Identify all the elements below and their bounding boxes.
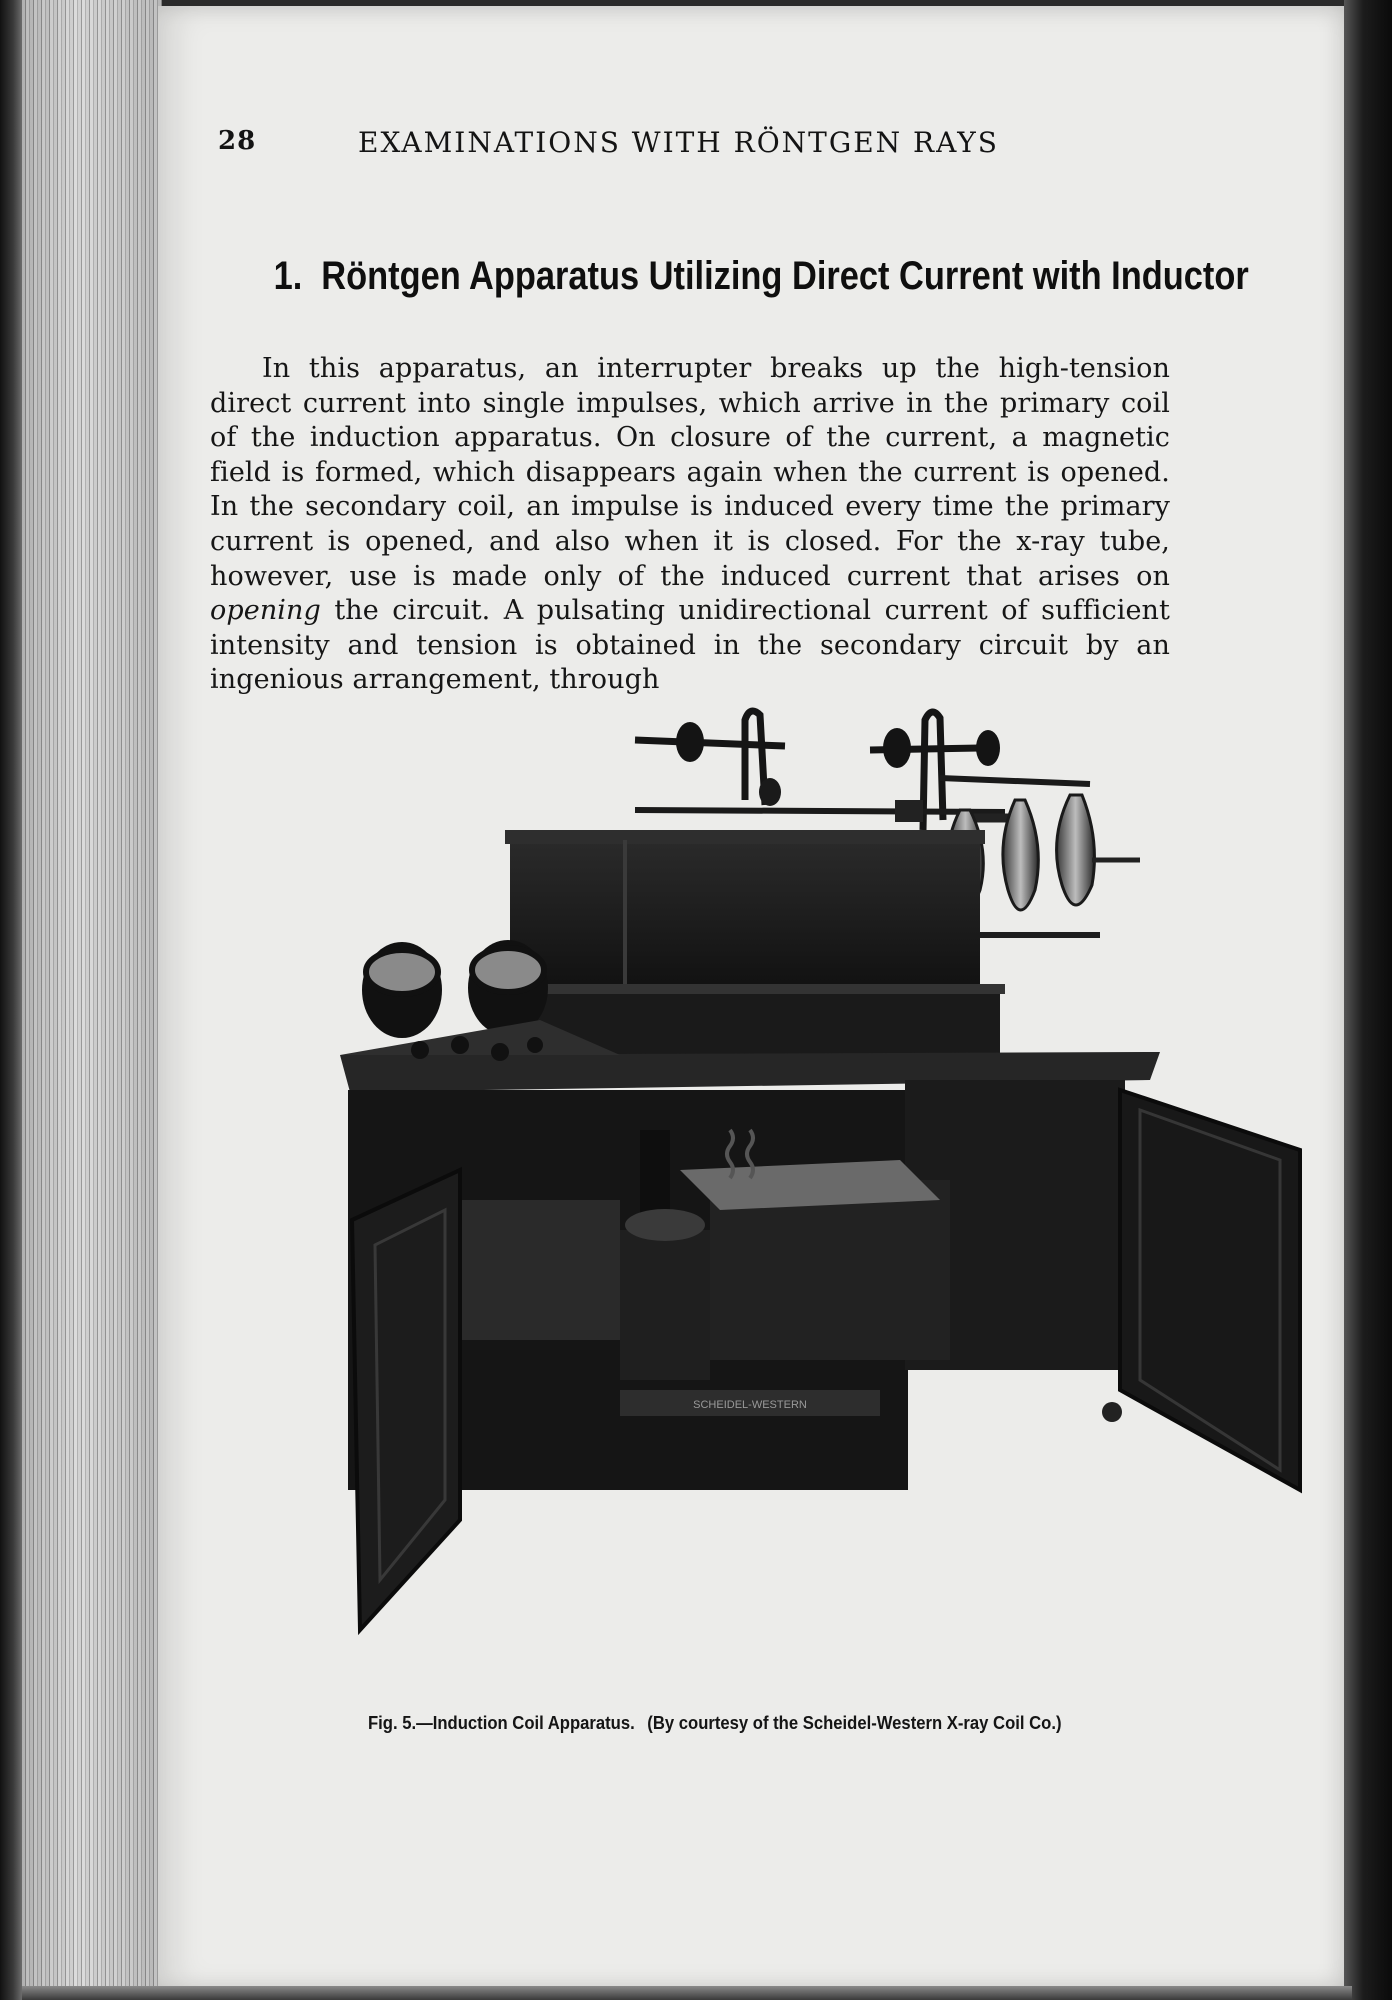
cabinet [348,1080,1300,1630]
body-text-emphasis: opening [210,595,321,627]
figure-caption [368,1712,1232,1734]
body-text-part-1: In this apparatus, an interrupter breaks up the high-tension direct current into single impulses, which arrive in the primary coil of the induction apparatus. On closure of the current, a magnetic field is formed, which disappears again when the current is opened. In the secondary coil, an impulse is induced every time the primary current is opened, and also when it is closed. For the x-ray tube, however, use is made only of the induced current that arises on [210,353,1170,592]
section-number: 1. [273,254,303,298]
figure-caption-credit: (By courtesy of the Scheidel-Western X-ray Coil Co.) [647,1712,1062,1733]
book-binding-edge [1344,0,1392,2000]
section-title-text: Röntgen Apparatus Utilizing Direct Current with Inductor [321,254,1249,298]
figure-caption-label: Fig. 5.—Induction Coil Apparatus. [368,1712,635,1733]
figure-induction-coil-apparatus [340,700,1320,1700]
apparatus-illustration [340,700,1320,1700]
running-title: EXAMINATIONS WITH RÖNTGEN RAYS [358,126,999,159]
scan-left-edge [0,0,22,2000]
body-text-part-2: the circuit. A pulsating unidirectional current of sufficient intensity and tension is obtained in the secondary circuit by an ingenious arrangement, through [210,595,1170,696]
meters [362,940,548,1038]
cabinet-maker-plate: SCHEIDEL-WESTERN [693,1399,807,1411]
body-paragraph [210,352,1170,698]
page-number: 28 [218,126,257,156]
scan-bottom-edge [22,1986,1352,2000]
induction-coil-box [485,830,1005,1058]
section-heading [228,248,1294,304]
running-head [218,126,1198,166]
page-edge-shade [22,0,162,2000]
